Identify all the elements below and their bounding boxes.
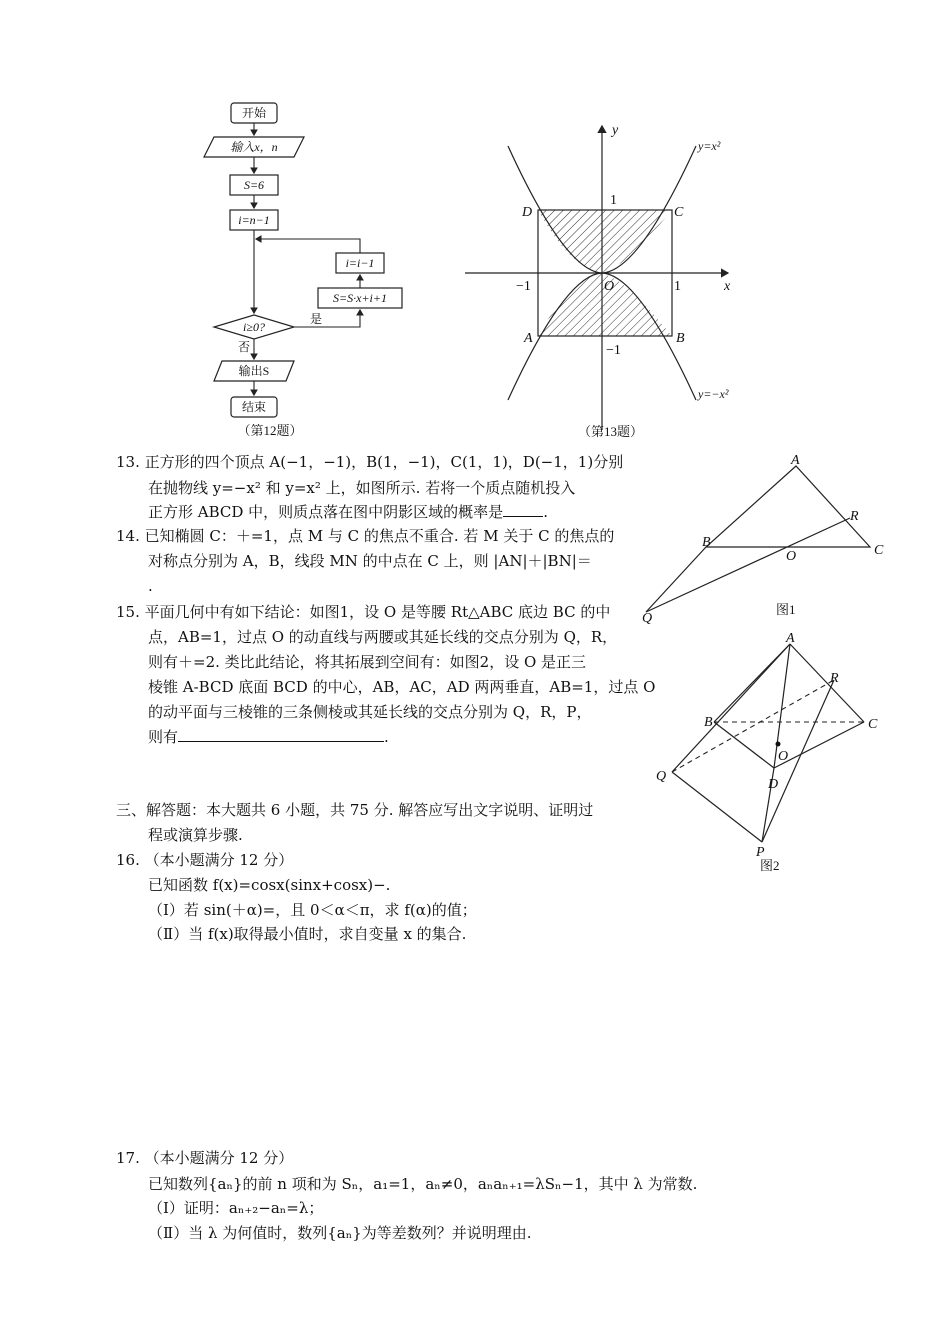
point-b-label: B — [676, 331, 685, 346]
p17-line-3: （Ⅰ）证明：aₙ₊₂−aₙ=λ； — [148, 1199, 324, 1217]
curve-top-label: y=x² — [698, 139, 721, 153]
p17-line-2: 已知数列{aₙ}的前 n 项和为 Sₙ，a₁=1，aₙ≠0，aₙaₙ₊₁=λSₙ−1，其中 λ 为常数. — [148, 1175, 698, 1193]
line-qr — [646, 518, 850, 612]
fig2-p: P — [756, 845, 765, 860]
tick-x-neg1: −1 — [516, 279, 531, 294]
fig2-o: O — [778, 749, 789, 764]
flow-s-init-label: S=6 — [243, 178, 265, 192]
fig2-q: Q — [656, 769, 667, 784]
point-a-label: A — [524, 331, 533, 346]
fig2-d: D — [768, 777, 779, 792]
y-axis-label: y — [612, 123, 619, 138]
pyramid-figure-2 — [650, 630, 890, 875]
flow-input-label: 输入x，n — [230, 140, 278, 154]
center-point-o — [776, 742, 781, 747]
point-c-label: C — [674, 205, 684, 220]
p14-line-3: . — [148, 577, 153, 595]
fig1-c: C — [874, 543, 884, 558]
parabola-figure — [460, 118, 750, 443]
flow-i-dec-label: i=i−1 — [345, 256, 375, 270]
fig1-r: R — [850, 509, 859, 524]
triangle-abc — [706, 466, 870, 547]
flow-no-label: 否 — [237, 340, 251, 354]
flow-end-label: 结束 — [241, 400, 267, 414]
p15-line-2: 点，AB=1，过点 O 的动直线与两腰或其延长线的交点分别为 Q，R， — [148, 628, 618, 646]
flow-caption: （第12题） — [237, 423, 303, 438]
p15-line-4: 棱锥 A-BCD 底面 BCD 的中心，AB，AC，AD 两两垂直，AB=1，过点 O — [148, 678, 656, 696]
x-axis-label: x — [724, 279, 731, 294]
shaded-top — [538, 210, 672, 273]
p15-line-1: 15. 平面几何中有如下结论：如图1，设 O 是等腰 Rt△ABC 底边 BC 的中 — [116, 603, 611, 621]
flow-s-update-label: S=S·x+i+1 — [333, 291, 387, 305]
line-qb-extension — [646, 547, 706, 612]
p15-line-6-text: 则有 — [148, 728, 179, 746]
flow-start-label: 开始 — [241, 106, 267, 120]
p13-line-3-text: 正方形 ABCD 中，则质点落在图中阴影区域的概率是 — [148, 503, 504, 521]
p15-line-3: 则有＋=2. 类比此结论，将其拓展到空间有：如图2，设 O 是正三 — [148, 653, 587, 671]
fig1-q: Q — [642, 611, 653, 626]
fig1-caption: 图1 — [776, 602, 796, 617]
p15-line-6 — [148, 725, 389, 749]
origin-label: O — [604, 279, 615, 294]
p13-line-2: 在抛物线 y=−x² 和 y=x² 上，如图所示. 若将一个质点随机投入 — [148, 479, 576, 497]
fig1-b: B — [702, 535, 711, 550]
dashed-qr — [672, 680, 834, 772]
fig2-b: B — [704, 715, 713, 730]
answer-blank-13 — [503, 500, 543, 517]
fig2-a: A — [786, 631, 795, 646]
p13-line-3 — [148, 500, 548, 524]
p15-line-5: 的动平面与三棱锥的三条侧棱或其延长线的交点分别为 Q，R，P， — [148, 703, 592, 721]
answer-blank-15 — [178, 725, 384, 742]
point-d-label: D — [522, 205, 533, 220]
tick-y-neg1: −1 — [606, 343, 621, 358]
flowchart-figure — [200, 95, 420, 445]
flow-condition-label: i≥0? — [243, 320, 265, 334]
fig2-r: R — [830, 671, 839, 686]
fig2-caption: 图2 — [760, 858, 780, 873]
section3-line-1: 三、解答题：本大题共 6 小题，共 75 分. 解答应写出文字说明、证明过 — [116, 801, 594, 819]
curve-bottom-label: y=−x² — [698, 387, 729, 401]
fig2-c: C — [868, 717, 878, 732]
p16-line-4: （Ⅱ）当 f(x)取得最小值时，求自变量 x 的集合. — [148, 925, 467, 943]
triangle-figure-1 — [636, 450, 906, 630]
section3-line-2: 程或演算步骤. — [148, 826, 243, 844]
p13-line-3-end: . — [543, 503, 548, 521]
graph13-caption: （第13题） — [578, 424, 644, 439]
p17-line-4: （Ⅱ）当 λ 为何值时，数列{aₙ}为等差数列？并说明理由. — [148, 1224, 532, 1242]
flow-i-init-label: i=n−1 — [238, 213, 270, 227]
flow-yes-label: 是 — [309, 312, 323, 326]
p16-line-1: 16. （本小题满分 12 分） — [116, 851, 294, 869]
tick-y-1: 1 — [610, 193, 617, 208]
p14-line-2: 对称点分别为 A，B，线段 MN 的中点在 C 上，则 |AN|＋|BN|＝ — [148, 552, 592, 570]
fig1-a: A — [791, 453, 800, 468]
p13-line-1: 13. 正方形的四个顶点 A(−1，−1)，B(1，−1)，C(1，1)，D(−1，1)分别 — [116, 453, 624, 471]
tick-x-1: 1 — [674, 279, 681, 294]
fig1-o: O — [786, 549, 797, 564]
p15-line-6-end: . — [384, 728, 389, 746]
p16-line-3: （Ⅰ）若 sin(＋α)=，且 0＜α＜π，求 f(α)的值； — [148, 901, 477, 919]
p17-line-1: 17. （本小题满分 12 分） — [116, 1149, 294, 1167]
p14-line-1: 14. 已知椭圆 C：＋=1，点 M 与 C 的焦点不重合. 若 M 关于 C 的焦点的 — [116, 527, 615, 545]
flow-output-label: 输出S — [238, 364, 270, 378]
p16-line-2: 已知函数 f(x)=cosx(sinx+cosx)−. — [148, 876, 391, 894]
